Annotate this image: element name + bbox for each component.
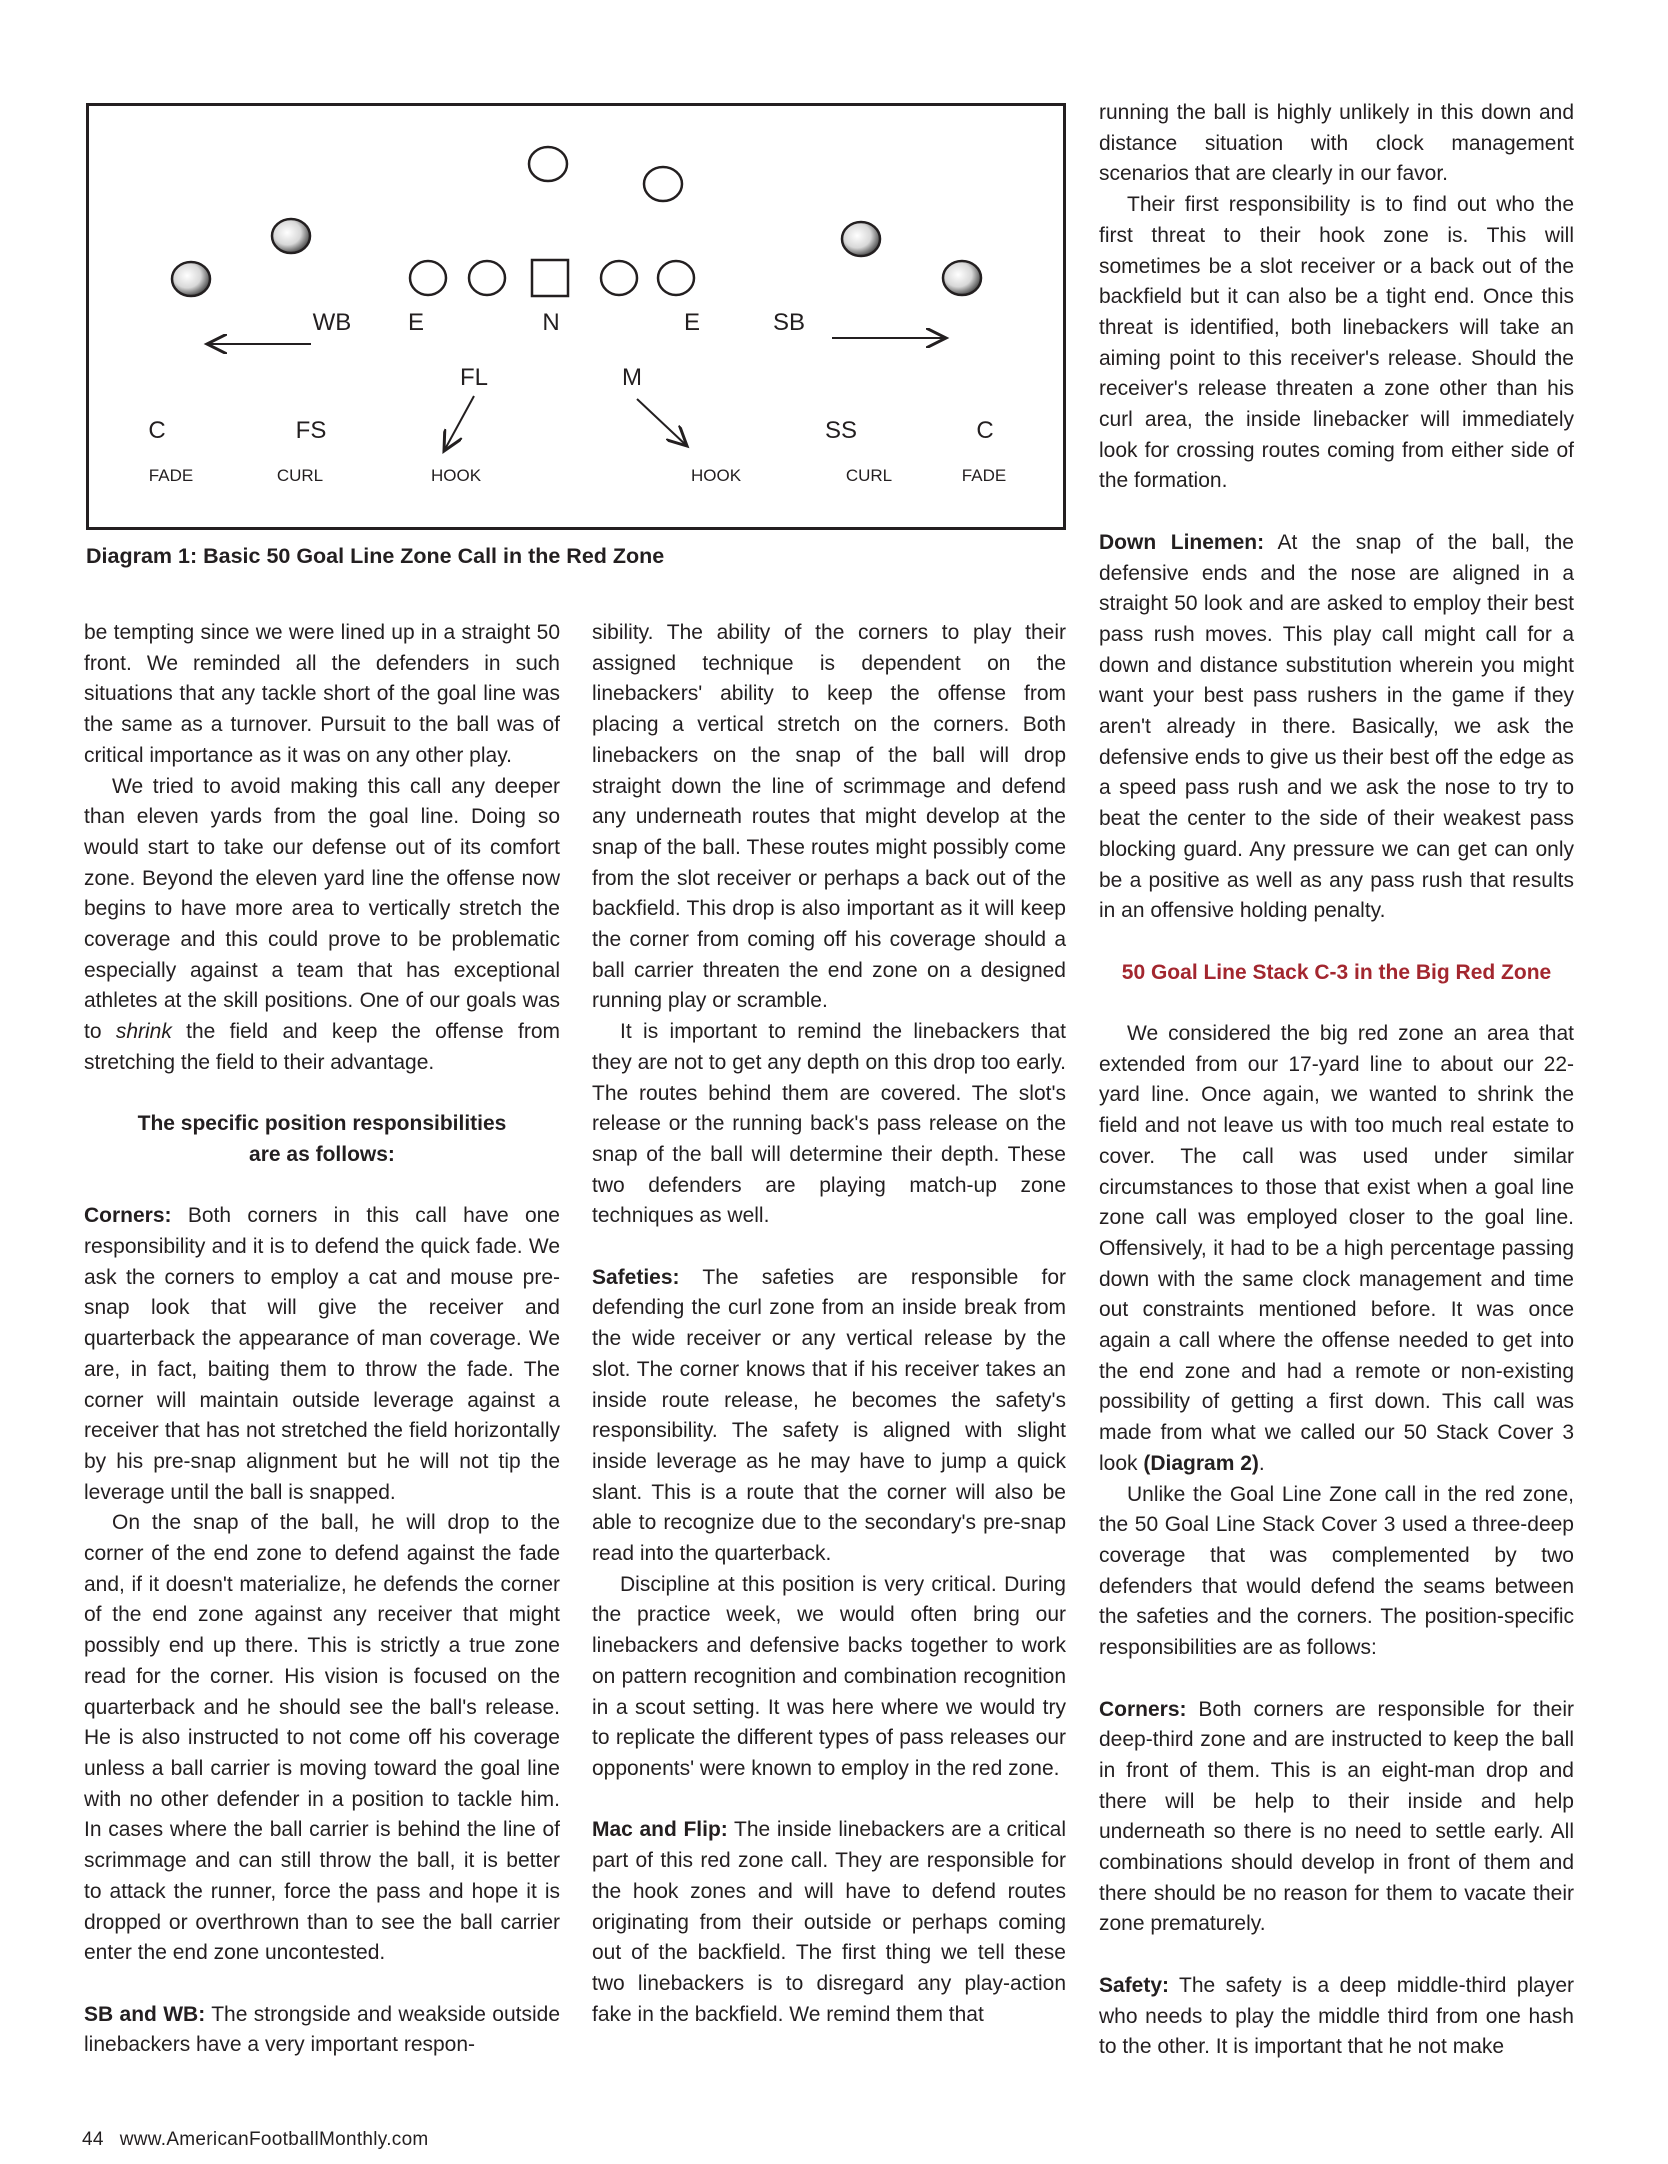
section-heading-red: 50 Goal Line Stack C-3 in the Big Red Zone	[1121, 960, 1552, 984]
receiver-slot-left	[272, 219, 310, 253]
column-1	[84, 618, 560, 2061]
footer-url: www.AmericanFootballMonthly.com	[119, 2129, 429, 2150]
receiver-far-left	[172, 262, 210, 296]
label-wb: WB	[312, 309, 352, 336]
col3-paragraph-5: Unlike the Goal Line Zone call in the red zone, the 50 Goal Line Stack Cover 3 used a three-deep coverage that was complemented by two defenders that would defend the seams between the safeties and the corners. The position-specific responsibilities are as follows:	[1099, 1482, 1574, 1660]
label-ss: SS	[824, 417, 858, 444]
col3-paragraph-4: We considered the big red zone an area that extended from our 17-yard line to about our 22- yard line. Once again, we wanted to shrink the field and not leave us with too much real estate to cover. The call was used under similar circumstances to those that exist when a goal line zone call was employed closer to the goal line. Offensively, it had to be a high percentage passing down with the same clock management and time out constraints mentioned before. It was once again a call where the offense needed to get into the end zone and had a remote or non-existing possibility of getting a first down. This call was made from what we called our 50 Stack Cover 3 look (Diagram 2).	[1099, 1022, 1574, 1475]
diagram-caption: Diagram 1: Basic 50 Goal Line Zone Call in the Red Zone	[86, 544, 665, 568]
col3-paragraph-1: running the ball is highly unlikely in this down and distance situation with clock management scenarios that are clearly in our favor.	[1099, 101, 1574, 186]
label-e-left: E	[407, 309, 425, 336]
col3-paragraph-2: Their first responsibility is to find out who the first threat to their hook zone is. This will sometimes be a slot receiver or a back out of the backfield but it can also be a tight end. Once this threat is identified, both linebackers will take an aiming point to this receiver's release. Should the receiver's release threaten a zone other than his curl area, the inside linebacker will immediately look for crossing routes coming from either side of the formation.	[1099, 193, 1574, 493]
label-e-right: E	[683, 309, 701, 336]
receiver-slot-right	[842, 222, 880, 256]
lineman-1	[410, 261, 446, 295]
page-number: 44	[82, 2129, 104, 2150]
label-c-left: C	[148, 417, 166, 444]
col2-safeties-paragraph: Safeties: The safeties are responsible for defending the curl zone from an inside break from the wide receiver or any vertical release by the slot. The corner knows that if his receiver takes an inside route release, he becomes the safety's responsibility. The safety is aligned with slight inside leverage as he may have to jump a quick slant. This is a route that the corner will also be able to recognize due to the secondary's pre-snap read into the quarterback.	[592, 1265, 1066, 1566]
page-footer	[82, 2129, 429, 2151]
label-curl-right: CURL	[845, 466, 893, 485]
center-square	[532, 260, 568, 296]
label-fs: FS	[295, 417, 327, 444]
receiver-far-right	[943, 261, 981, 295]
col3-safety-paragraph: Safety: The safety is a deep middle-third player who needs to play the middle third from one hash to the other. It is important that he not make	[1099, 1973, 1574, 2059]
section-subhead: The specific position responsibilities are as follows:	[137, 1112, 507, 1166]
col1-corners-paragraph: Corners: Both corners in this call have one responsibility and it is to defend the quick fade. We ask the corners to employ a cat and mouse pre-snap look that will give the receiver and quarterback the appearance of man coverage. We are, in fact, baiting them to throw the fade. The corner will maintain outside leverage against a receiver that has not stretched the field horizontally by his pre-snap alignment but he will not tip the leverage until the ball is snapped.	[84, 1204, 560, 1504]
play-diagram	[86, 103, 1066, 530]
col2-paragraph-4: Discipline at this position is very critical. During the practice week, we would often bring our linebackers and defensive backs together to work on pattern recognition and combination recognition in a scout setting. It was here where we would try to replicate the different types of pass releases our opponents' were known to employ in the red zone.	[592, 1572, 1066, 1780]
lineman-4	[601, 261, 637, 295]
col2-paragraph-1: sibility. The ability of the corners to play their assigned technique is dependent on the linebackers' ability to keep the offense from placing a vertical stretch on the corners. Both linebackers on the snap of the ball will drop straight down the line of scrimmage and defend any underneath routes that might develop at the snap of the ball. These routes might possibly come from the slot receiver or perhaps a back out of the backfield. This drop is also important as it will keep the corner from coming off his coverage should a ball carrier threaten the end zone on a designed running play or scramble.	[592, 621, 1066, 1013]
back-2	[644, 167, 682, 201]
fl-arrow	[444, 396, 474, 451]
label-fade-right: FADE	[961, 466, 1007, 485]
col3-corners-paragraph: Corners: Both corners are responsible for their deep-third zone and are instructed to keep the ball in front of them. This is an eight-man drop and there will be help to their inside and help underneath so there is no need to settle early. All combinations should develop in front of them and there should be no reason for them to vacate their zone prematurely.	[1099, 1697, 1574, 1936]
label-hook-right: HOOK	[690, 466, 742, 485]
label-c-right: C	[976, 417, 994, 444]
col1-paragraph-1: be tempting since we were lined up in a straight 50 front. We reminded all the defenders in such situations that any tackle short of the goal line was the same as a turnover. Pursuit to the ball was of critical importance as it was on any other play.	[84, 621, 560, 767]
back-1	[529, 147, 567, 181]
column-2	[592, 618, 1066, 2030]
col1-paragraph-4: On the snap of the ball, he will drop to the corner of the end zone to defend against the fade and, if it doesn't materialize, he defends the corner of the end zone against any receiver that might possibly end up there. This is strictly a true zone read for the corner. His vision is focused on the quarterback and he should see the ball's release. He is also instructed to not come off his coverage unless a ball carrier is moving toward the goal line with no other defender in a position to tackle him. In cases where the ball carrier is behind the line of scrimmage and can still throw the ball, it is better to attack the runner, force the pass and hope it is dropped or overthrown than to see the ball carrier enter the end zone uncontested.	[84, 1511, 560, 1965]
col1-paragraph-2: We tried to avoid making this call any deeper than eleven yards from the goal line. Doing so would start to take our defense out of its comfort zone. Beyond the eleven yard line the offense now begins to have more area to vertically stretch the coverage and this could prove to be problematic especially against a team that has exceptional athletes at the skill positions. One of our goals was to shrink the field and keep the offense from stretching the field to their advantage.	[84, 774, 560, 1074]
label-fade-left: FADE	[148, 466, 194, 485]
m-arrow	[637, 399, 687, 446]
lineman-2	[469, 261, 505, 295]
col3-down-linemen-paragraph: Down Linemen: At the snap of the ball, the defensive ends and the nose are aligned in a straight 50 look and are asked to employ their best pass rush moves. This play call might call for a down and distance substitution wherein you might want your best pass rushers in the game if they aren't already in there. Basically, we ask the defensive ends to give us their best off the edge as a speed pass rush and we ask the nose to try to beat the center to the side of their weakest pass blocking guard. Any pressure we can get can only be a positive as well as any pass rush that results in an offensive holding penalty.	[1099, 530, 1574, 923]
column-3	[1099, 98, 1574, 2063]
col1-sbwb-paragraph: SB and WB: The strongside and weakside outside linebackers have a very important respon-	[84, 2002, 561, 2057]
col2-mac-flip-paragraph: Mac and Flip: The inside linebackers are a critical part of this red zone call. They are responsible for the hook zones and will have to defend routes originating from their outside or perhaps coming out of the backfield. The first thing we tell these two linebackers is to disregard any play-action fake in the backfield. We remind them that	[592, 1818, 1066, 2026]
col2-paragraph-2: It is important to remind the linebackers that they are not to get any depth on this drop too early. The routes behind them are covered. The slot's release or the running back's pass release on the snap of the ball will determine their depth. These two defenders are playing match-up zone techniques as well.	[592, 1020, 1066, 1228]
lineman-5	[658, 261, 694, 295]
play-diagram-svg	[89, 106, 1063, 527]
label-curl-left: CURL	[276, 466, 324, 485]
label-sb: SB	[772, 309, 806, 336]
label-fl: FL	[459, 364, 489, 391]
label-m: M	[622, 364, 642, 391]
label-hook-left: HOOK	[430, 466, 482, 485]
label-n: N	[542, 309, 560, 336]
